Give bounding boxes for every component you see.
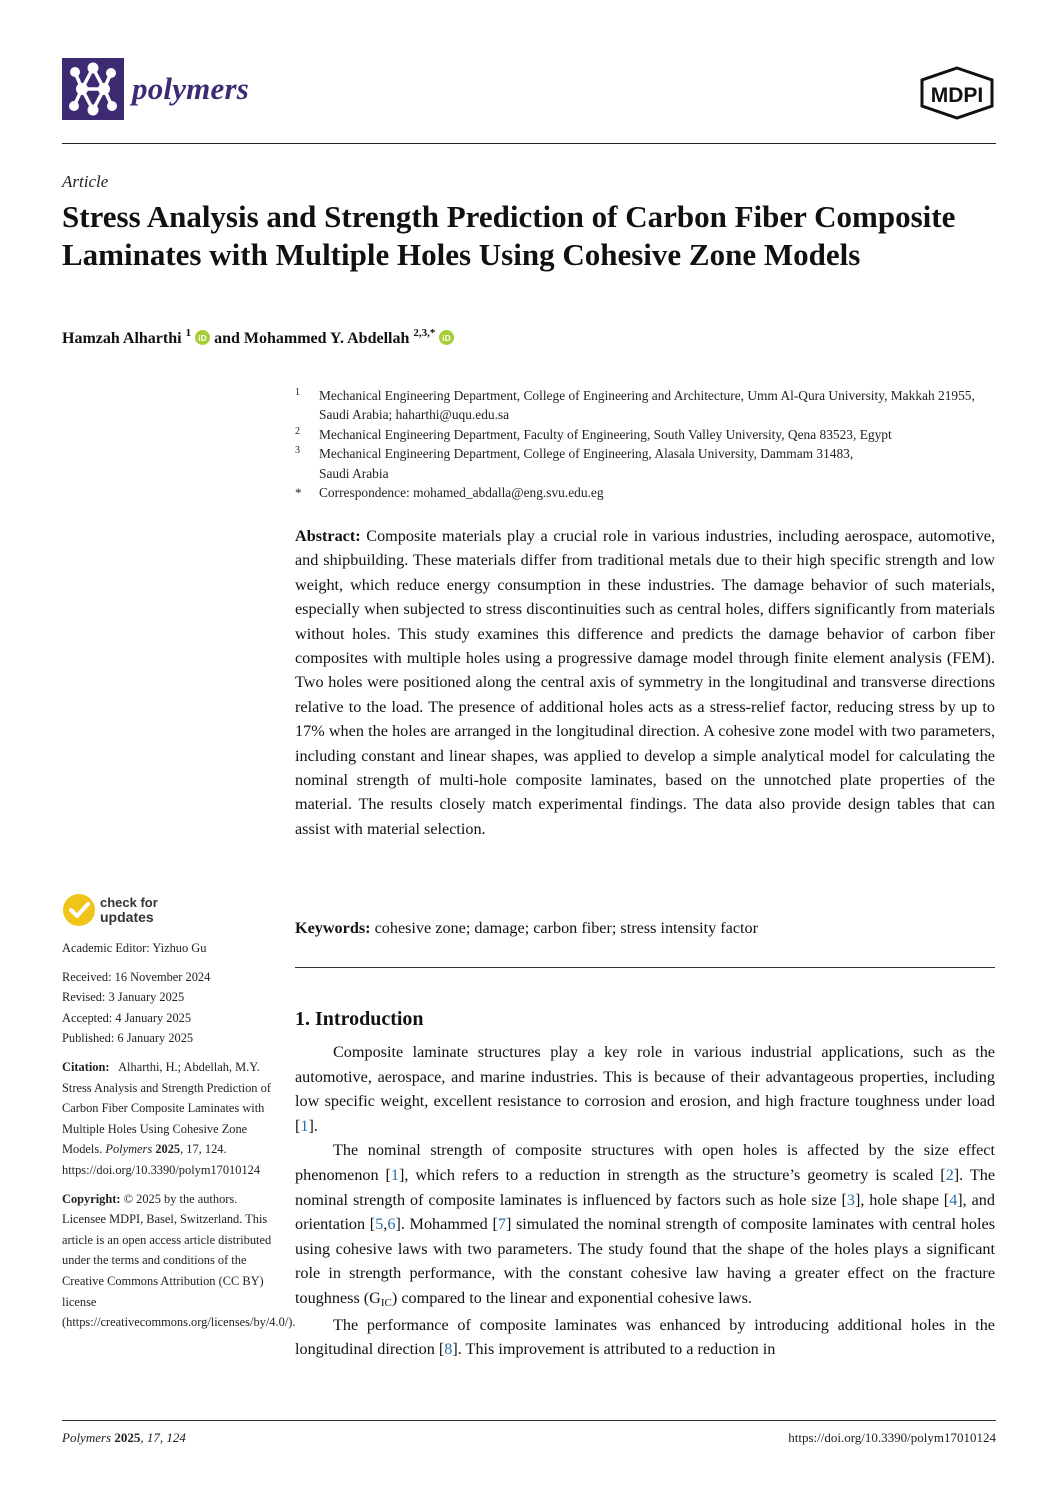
authors-connector: and <box>214 330 240 347</box>
paragraph-text: ]. The nominal strength of composite laminates is influenced by factors such as hole size [ <box>295 1165 996 1209</box>
paragraph-text: ] simulated the nominal strength of composite laminates with central holes using cohesive laws with two parameters. The study found that the shape of the holes plays a significant role in strength performance, with the constant cohesive law having a greater effect on the fracture toughness (G <box>295 1215 996 1307</box>
check-for-updates-badge[interactable] <box>62 893 158 927</box>
author-affiliation-mark: 1 <box>185 327 192 339</box>
paragraph-text: The nominal strength of composite structures with open holes is affected by the size effect phenomenon [ <box>295 1141 995 1184</box>
author-affiliation-mark: 2,3,* <box>413 327 436 339</box>
citation-block <box>62 1057 280 1181</box>
polymers-logo-icon <box>62 58 124 120</box>
revised-date: Revised: 3 January 2025 <box>62 990 185 1005</box>
citation-rest[interactable]: , 17, 124. https://doi.org/10.3390/polym17010124 <box>62 1142 261 1177</box>
check-updates-text <box>100 896 158 924</box>
reference-link[interactable]: 1 <box>300 1116 309 1135</box>
copyright-block <box>62 1189 296 1333</box>
author-name: Hamzah Alharthi <box>62 330 182 347</box>
paragraph-text: ]. Mohammed [ <box>395 1215 498 1234</box>
paragraph-text: ]. This improvement is attributed to a reduction in <box>452 1340 776 1359</box>
paragraph <box>295 1138 995 1312</box>
published-date: Published: 6 January 2025 <box>62 1031 194 1046</box>
reference-link[interactable]: 8 <box>444 1340 453 1359</box>
check-updates-line2: updates <box>100 909 154 925</box>
paragraph-text: , <box>383 1215 388 1234</box>
affiliation-item <box>295 425 995 444</box>
affiliation-mark: 2 <box>295 425 300 437</box>
introduction-body <box>295 1040 995 1362</box>
mdpi-logo-text: MDPI <box>930 84 984 107</box>
paragraph-text: ], and orientation [ <box>295 1190 995 1234</box>
academic-editor: Academic Editor: Yizhuo Gu <box>62 941 207 955</box>
journal-logo[interactable] <box>62 58 249 120</box>
footer-year: 2025 <box>114 1430 141 1445</box>
keywords-divider <box>295 967 995 968</box>
reference-link[interactable]: 4 <box>949 1190 958 1209</box>
check-updates-line1: check for <box>100 895 158 910</box>
footer-doi-link[interactable]: https://doi.org/10.3390/polym17010124 <box>788 1430 996 1445</box>
citation-text: Alharthi, H.; Abdellah, M.Y. Stress Analysis and Strength Prediction of Carbon Fiber Composite Laminates with Multiple Holes Using Cohesive Zone Models. <box>62 1059 271 1157</box>
footer-citation <box>62 1430 186 1446</box>
paragraph <box>295 1040 995 1138</box>
footer-divider <box>62 1420 996 1421</box>
keywords <box>295 916 995 940</box>
header-divider <box>62 143 996 144</box>
article-info-sidebar <box>62 938 296 1333</box>
author-name: Mohammed Y. Abdellah <box>243 330 410 347</box>
subscript: IC <box>380 1296 392 1309</box>
abstract <box>295 524 995 841</box>
affiliation-text: Mechanical Engineering Department, Faculty of Engineering, South Valley University, Qena 83523, Egypt <box>319 426 892 442</box>
author-list <box>62 327 458 348</box>
paragraph-text: ], hole shape [ <box>854 1190 950 1209</box>
svg-text:iD: iD <box>198 332 207 343</box>
article-type: Article <box>62 172 109 191</box>
affiliation-item <box>295 444 995 483</box>
paragraph-text: The performance of composite laminates was enhanced by introducing additional holes in the longitudinal direction [ <box>295 1315 995 1359</box>
affiliation-text: Mechanical Engineering Department, College of Engineering and Architecture, Umm Al-Qura University, Makkah 21955, Saudi Arabia; haharthi@uqu.edu.sa <box>319 388 975 423</box>
mdpi-logo-icon[interactable] <box>918 66 996 120</box>
footer-volume: , 17, 124 <box>140 1430 186 1445</box>
orcid-icon[interactable] <box>195 330 210 345</box>
reference-link[interactable]: 5 <box>375 1215 384 1234</box>
affiliation-item <box>295 483 995 502</box>
citation-label: Citation: <box>62 1059 110 1074</box>
footer-journal: Polymers <box>62 1430 112 1445</box>
journal-name: polymers <box>132 71 249 106</box>
citation-year: 2025 <box>155 1142 181 1157</box>
paragraph-text: ], which refers to a reduction in strength as the structure’s geometry is scaled [ <box>399 1165 946 1184</box>
abstract-label: Abstract: <box>295 527 361 545</box>
section-heading: 1. Introduction <box>295 1008 424 1030</box>
affiliation-mark: * <box>295 485 302 501</box>
copyright-label: Copyright: <box>62 1191 121 1206</box>
reference-link[interactable]: 2 <box>945 1165 954 1184</box>
paragraph-text: ) compared to the linear and exponential cohesive laws. <box>391 1288 752 1307</box>
citation-journal: Polymers <box>105 1142 153 1157</box>
affiliation-mark: 1 <box>295 387 300 398</box>
reference-link[interactable]: 3 <box>846 1190 855 1209</box>
keywords-text: cohesive zone; damage; carbon fiber; stress intensity factor <box>374 919 758 937</box>
paragraph <box>295 1313 995 1362</box>
svg-text:iD: iD <box>442 332 452 343</box>
correspondence-text[interactable]: Correspondence: mohamed_abdalla@eng.svu.edu.eg <box>319 485 604 501</box>
abstract-text: Composite materials play a crucial role in various industries, including aerospace, automotive, and shipbuilding. These materials differ from traditional metals due to their high specific strength and low weight, which reduce energy consumption in these industries. The damage behavior of such materials, especially when subjected to stress discontinuities such as central holes, differs significantly from materials without holes. This study examines this difference and predicts the damage behavior of carbon fiber composites with multiple holes using a progressive damage model through finite element analysis (FEM). Two holes were positioned along the central axis of symmetry in the longitudinal and transverse directions relative to the load. The presence of additional holes acts as a stress-relief factor, reducing stress by up to 17% when the holes are arranged in the longitudinal direction. A cohesive zone model with two parameters, including constant and linear shapes, was applied to develop a simple analytical model for calculating the nominal strength of multi-hole composite laminates, based on the unnotched plate properties of the material. The results closely match experimental findings. The data also provide design tables that can assist with material selection. <box>295 527 996 838</box>
orcid-icon[interactable] <box>439 330 454 345</box>
article-title: Stress Analysis and Strength Prediction of Carbon Fiber Composite Laminates with Multiple Holes Using Cohesive Zone Models <box>62 199 956 272</box>
reference-link[interactable]: 7 <box>497 1215 506 1234</box>
affiliation-item <box>295 386 995 425</box>
received-date: Received: 16 November 2024 <box>62 969 211 984</box>
accepted-date: Accepted: 4 January 2025 <box>62 1010 192 1025</box>
copyright-text: © 2025 by the authors. Licensee MDPI, Basel, Switzerland. This article is an open access article distributed under the terms and conditions of the Creative Commons Attribution (CC BY) license (https://creativecommons.org/licenses/by/4.0/). <box>62 1191 296 1330</box>
reference-link[interactable]: 6 <box>387 1215 396 1234</box>
affiliation-mark: 3 <box>295 445 300 457</box>
paragraph-text: ]. <box>308 1116 318 1135</box>
affiliations <box>295 386 995 502</box>
affiliation-text: Mechanical Engineering Department, College of Engineering, Alasala University, Dammam 31483, Saudi Arabia <box>319 446 854 481</box>
check-updates-icon <box>62 893 96 927</box>
keywords-label: Keywords: <box>295 919 371 937</box>
reference-link[interactable]: 1 <box>390 1165 400 1184</box>
paragraph-text: Composite laminate structures play a key role in various industrial applications, such as the automotive, aerospace, and marine industries. This is because of their advantageous properties, including low specific weight, excellent resistance to corrosion and erosion, and high fracture toughness under load [ <box>295 1043 995 1135</box>
